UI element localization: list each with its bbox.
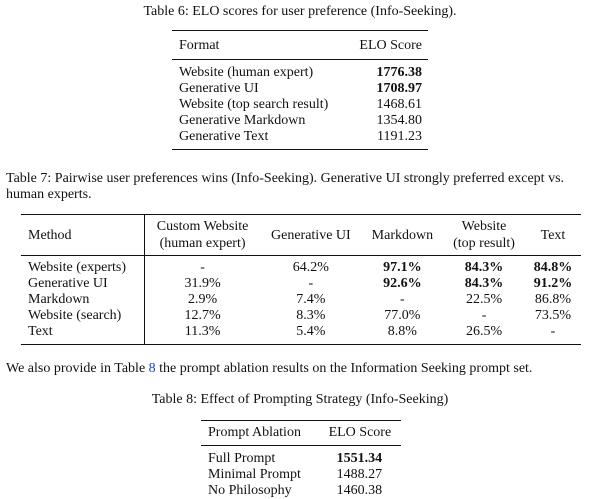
table7-header-website [443, 215, 525, 256]
paragraph-after: the prompt ablation results on the Information Seeking prompt set. [155, 361, 533, 376]
table-row [172, 129, 428, 150]
table7-header-custom-website [145, 215, 260, 256]
win-rate-cell: 91.2% [533, 276, 573, 291]
paragraph-before: We also provide in Table [6, 361, 149, 376]
table7-header-custom-line1: Custom Website [156, 219, 249, 234]
elo-score-cell: 1460.38 [336, 483, 383, 498]
table7 [21, 214, 581, 345]
table8-caption: Table 8: Effect of Prompting Strategy (Info-Seeking) [151, 392, 449, 407]
win-rate-cell: 64.2% [292, 260, 329, 275]
table-row [172, 113, 428, 129]
format-cell: Website (human expert) [179, 65, 314, 80]
table-reference-link[interactable]: 8 [148, 361, 156, 376]
table8-header-elo: ELO Score [328, 425, 392, 440]
win-rate-cell: 84.8% [533, 260, 573, 275]
win-rate-cell: - [308, 276, 314, 291]
table8 [201, 420, 401, 499]
elo-score-cell: 1191.23 [377, 129, 422, 144]
body-paragraph [6, 361, 532, 377]
win-rate-cell: 11.3% [184, 324, 221, 339]
win-rate-cell: - [481, 308, 487, 323]
table8-header-ablation: Prompt Ablation [208, 425, 301, 440]
win-rate-cell: 84.3% [464, 276, 504, 291]
table-row [21, 256, 581, 277]
method-cell: Markdown [21, 292, 145, 308]
win-rate-cell: 92.6% [383, 276, 422, 291]
table6-header-format: Format [179, 38, 220, 53]
table7-caption: Table 7: Pairwise user preferences wins (Info-Seeking). Generative UI strongly preferred except vs. human experts. [6, 171, 565, 202]
format-cell: Generative UI [179, 81, 259, 96]
table7-header-website-line1: Website [461, 219, 507, 234]
win-rate-cell: 7.4% [296, 292, 326, 307]
ablation-cell: No Philosophy [208, 483, 292, 498]
win-rate-cell: 8.8% [387, 324, 417, 339]
table-row [172, 81, 428, 97]
elo-score-cell: 1488.27 [336, 467, 383, 482]
method-cell: Website (search) [21, 308, 145, 324]
table6 [172, 30, 428, 150]
table-row [201, 483, 401, 499]
format-cell: Website (top search result) [179, 97, 329, 112]
table7-header-markdown: Markdown [371, 227, 434, 243]
elo-score-cell: 1708.97 [376, 81, 422, 96]
win-rate-cell: - [550, 324, 556, 339]
elo-score-cell: 1776.38 [376, 65, 422, 80]
method-cell: Website (experts) [21, 256, 145, 277]
format-cell: Generative Text [179, 129, 269, 144]
ablation-cell: Minimal Prompt [208, 467, 301, 482]
table-row [21, 292, 581, 308]
table7-header-custom-line2: (human expert) [159, 236, 246, 251]
ablation-cell: Full Prompt [208, 451, 276, 466]
table7-header-generative-ui: Generative UI [271, 227, 351, 243]
table-row [201, 446, 401, 468]
win-rate-cell: 84.3% [464, 260, 504, 275]
win-rate-cell: 86.8% [534, 292, 572, 307]
elo-score-cell: 1354.80 [376, 113, 422, 128]
table6-header-elo: ELO Score [359, 38, 422, 53]
table-row [21, 324, 581, 345]
win-rate-cell: 31.9% [184, 276, 221, 291]
win-rate-cell: 2.9% [187, 292, 218, 307]
table-row [21, 276, 581, 292]
win-rate-cell: 5.4% [296, 324, 326, 339]
elo-score-cell: 1551.34 [336, 451, 383, 466]
win-rate-cell: 12.7% [184, 308, 221, 323]
win-rate-cell: 8.3% [296, 308, 326, 323]
format-cell: Generative Markdown [179, 113, 306, 128]
win-rate-cell: 22.5% [465, 292, 503, 307]
method-cell: Text [21, 324, 145, 345]
table-row [172, 97, 428, 113]
win-rate-cell: 77.0% [384, 308, 421, 323]
table-row [201, 467, 401, 483]
win-rate-cell: 26.5% [465, 324, 503, 339]
win-rate-cell: 73.5% [534, 308, 572, 323]
table6-caption: Table 6: ELO scores for user preference (Info-Seeking). [143, 4, 457, 19]
table7-header-method: Method [21, 215, 145, 256]
table-row [21, 308, 581, 324]
win-rate-cell: 97.1% [383, 260, 422, 275]
elo-score-cell: 1468.61 [376, 97, 422, 112]
win-rate-cell: - [400, 292, 405, 307]
table7-header-text: Text [540, 227, 566, 243]
win-rate-cell: - [200, 260, 205, 275]
table7-header-website-line2: (top result) [453, 236, 515, 251]
table-row [172, 60, 428, 82]
method-cell: Generative UI [21, 276, 145, 292]
